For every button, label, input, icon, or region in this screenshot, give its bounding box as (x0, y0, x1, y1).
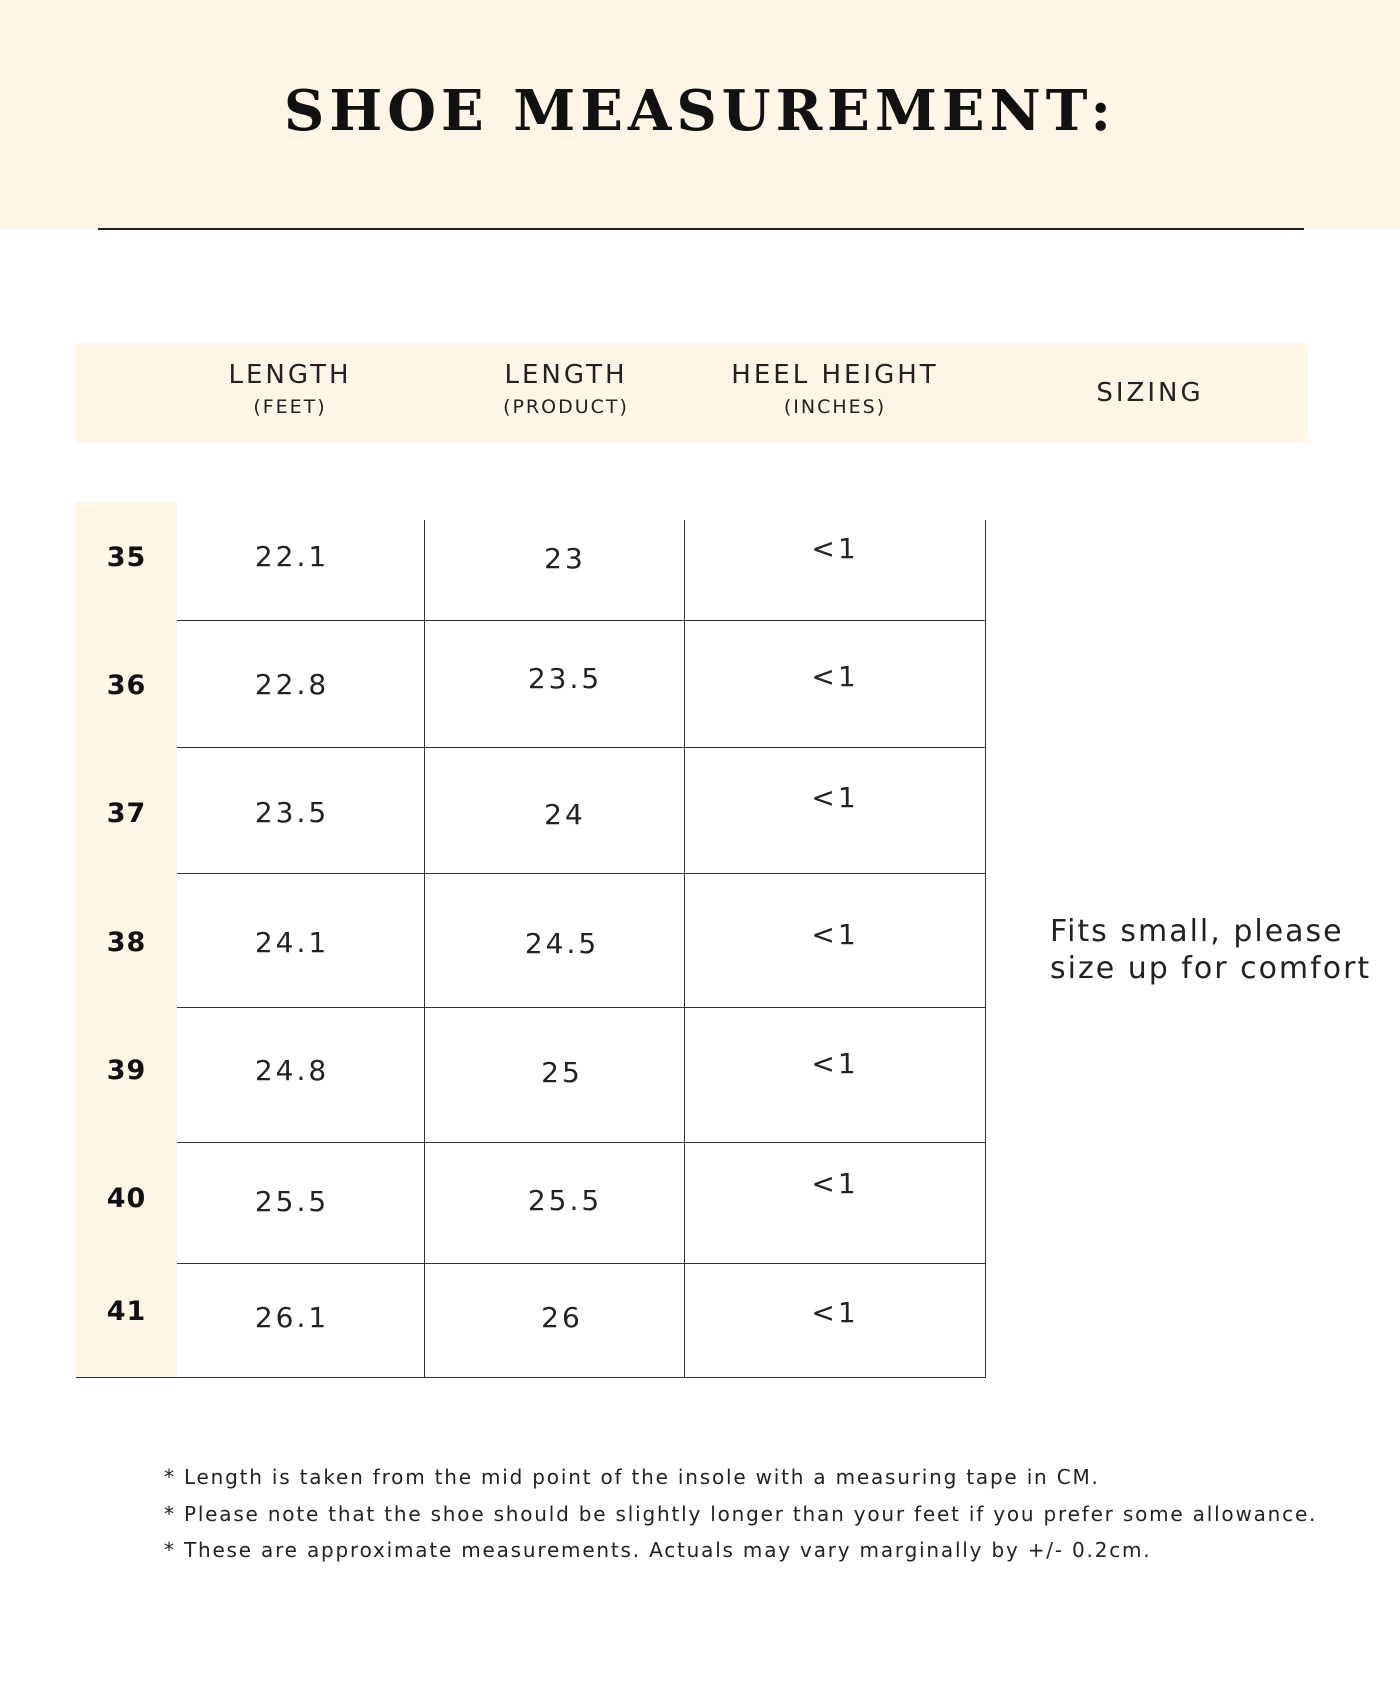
page-title: SHOE MEASUREMENT: (283, 78, 1117, 144)
length-product-cell: 26 (541, 1301, 583, 1334)
size-label: 36 (106, 670, 147, 701)
column-header-sub: (FEET) (253, 396, 327, 418)
size-label: 37 (106, 798, 147, 829)
grid-hline (177, 747, 986, 748)
heel-height-cell: <1 (811, 1167, 859, 1200)
sizing-note (1050, 913, 1390, 987)
length-product-cell: 25.5 (527, 1184, 603, 1217)
sizing-note-line: Fits small, please (1050, 914, 1344, 949)
grid-vline (985, 520, 986, 1377)
size-label: 40 (106, 1183, 147, 1214)
heel-height-cell: <1 (811, 918, 859, 951)
grid-hline (177, 1142, 986, 1143)
heel-height-cell: <1 (811, 781, 859, 814)
column-header-sub: (INCHES) (783, 396, 887, 418)
length-feet-cell: 25.5 (254, 1185, 330, 1218)
column-header-main: SIZING (1096, 378, 1204, 408)
length-feet-cell: 24.1 (254, 926, 330, 959)
grid-hline (177, 620, 986, 621)
grid-hline (76, 1377, 986, 1378)
length-feet-cell: 22.1 (254, 540, 330, 573)
length-feet-cell: 26.1 (254, 1301, 330, 1334)
length-feet-cell: 23.5 (254, 796, 330, 829)
size-label: 38 (106, 927, 147, 958)
grid-hline (177, 873, 986, 874)
length-product-cell: 24.5 (524, 927, 600, 960)
title-divider (98, 228, 1304, 230)
column-header-main: HEEL HEIGHT (731, 360, 939, 390)
footnote: * These are approximate measurements. Actuals may vary marginally by +/- 0.2cm. (164, 1538, 1152, 1562)
grid-hline (177, 1007, 986, 1008)
heel-height-cell: <1 (811, 660, 859, 693)
column-header-length-feet (190, 358, 390, 422)
column-header-heel-height (700, 358, 970, 422)
length-product-cell: 25 (541, 1056, 583, 1089)
length-product-cell: 24 (544, 798, 586, 831)
footnote: * Length is taken from the mid point of the insole with a measuring tape in CM. (164, 1465, 1100, 1489)
column-header-length-product (466, 358, 666, 422)
length-feet-cell: 24.8 (254, 1054, 330, 1087)
size-label: 41 (106, 1296, 147, 1327)
grid-vline (684, 520, 685, 1377)
length-product-cell: 23.5 (527, 662, 603, 695)
column-header-main: LENGTH (228, 360, 352, 390)
grid-hline (177, 1263, 986, 1264)
footnote: * Please note that the shoe should be slightly longer than your feet if you prefer some allowance. (164, 1502, 1318, 1526)
heel-height-cell: <1 (811, 1296, 859, 1329)
grid-vline (424, 520, 425, 1377)
size-label: 39 (106, 1055, 147, 1086)
length-product-cell: 23 (544, 542, 586, 575)
length-feet-cell: 22.8 (254, 668, 330, 701)
heel-height-cell: <1 (811, 1047, 859, 1080)
size-label: 35 (106, 542, 147, 573)
column-header-main: LENGTH (504, 360, 628, 390)
heel-height-cell: <1 (811, 532, 859, 565)
sizing-note-line: size up for comfort (1050, 951, 1372, 986)
column-header-sub: (PRODUCT) (503, 396, 629, 418)
column-header-sizing (1050, 376, 1250, 410)
